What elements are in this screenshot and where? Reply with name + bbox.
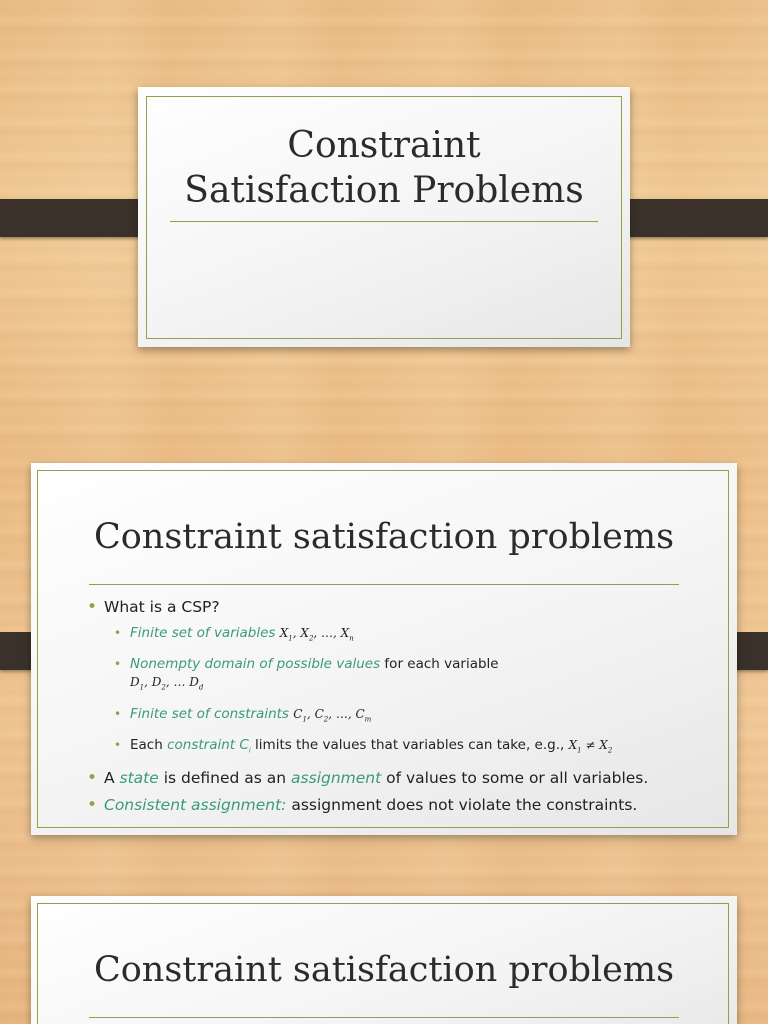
bullet-state: • A state is defined as an assignment of values to some or all variables. [87,768,707,788]
bullet-consistent [87,795,707,815]
slide-2-title: Constraint satisfaction problems [93,517,675,557]
domain-math: $D_1$, $D_2$, … $D_d$ [130,675,204,692]
slide-1-title-line1: Constraint [287,125,481,166]
variables-label: Finite set of variables [130,625,276,641]
inequality-math: $X_1 \ne X_2$ [568,738,613,755]
variables-math: $X_1$, $X_2$, …, $X_n$ [279,626,354,643]
assignment-word: assignment [291,768,382,787]
consistent-rest: assignment does not violate the constraints. [286,795,638,814]
slide-2-title-rule [89,584,679,585]
consistent-label: Consistent assignment: [104,795,287,814]
each-rest: limits the values that variables can take, e.g., [250,737,569,754]
each-prefix: Each [130,737,168,754]
slide-1-title-line2: Satisfaction Problems [184,170,584,211]
sub-bullet-domain [114,655,707,696]
slide-3-title-rule [89,1017,679,1018]
slide-1[interactable] [138,87,630,347]
sub-bullet-each-constraint [114,736,707,760]
state-word: state [119,768,159,787]
slide-2-bullets [87,597,707,822]
slide-1-title [138,123,630,213]
each-constraint-label: constraint $C_i$ [167,737,251,755]
bullet-what-is-csp [87,597,707,617]
constraints-label: Finite set of constraints [130,705,289,722]
bullet-what-is-csp-text: What is a CSP? [104,598,220,616]
domain-rest: for each variable [380,656,499,673]
slide-3[interactable] [31,896,737,1024]
slide1-band-right [612,199,768,237]
slide-1-title-rule [170,221,598,222]
slide1-band-left [0,199,156,237]
slide-3-title: Constraint satisfaction problems [93,950,675,990]
sub-bullet-constraints [114,705,707,728]
slide-2[interactable] [31,463,737,835]
domain-label: Nonempty domain of possible values [130,656,381,673]
constraints-math: $C_1$, $C_2$, …, $C_m$ [293,706,372,724]
sub-bullet-variables [114,624,707,647]
